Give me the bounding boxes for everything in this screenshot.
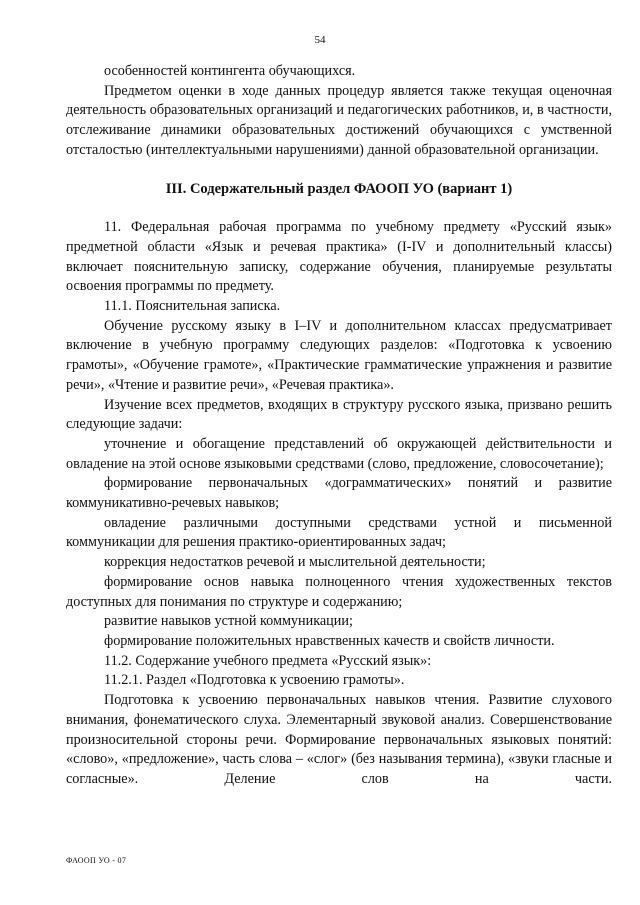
document-footer: ФАООП УО - 07 xyxy=(66,856,127,865)
subsection-title: 11.1. Пояснительная записка. xyxy=(104,298,281,315)
paragraph-program: 11. Федеральная рабочая программа по учебному предмету «Русский язык» предметной области «Язык и речевая практика» (I-IV и дополнительный классы) включает пояснительную записку, содержание обучения, планируемые результаты освоения программы по предмету. xyxy=(66,219,612,295)
list-item: уточнение и обогащение представлений об окружающей действительности и овладение на этой основе языковыми средствами (слово, предложение, словосочетание); xyxy=(66,435,612,472)
subsection-title: 11.2. Содержание учебного предмета «Русский язык»: xyxy=(104,652,432,669)
list-item: формирование первоначальных «дограмматических» понятий и развитие коммуникативно-речевых навыков; xyxy=(66,475,612,512)
subsection-title: 11.2.1. Раздел «Подготовка к усвоению грамоты». xyxy=(104,672,405,689)
list-item: развитие навыков устной коммуникации; xyxy=(104,613,353,630)
paragraph-tasks-intro: Изучение всех предметов, входящих в структуру русского языка, призвано решить следующие задачи: xyxy=(66,396,612,433)
section-heading: III. Содержательный раздел ФАООП УО (вариант 1) xyxy=(165,180,513,197)
list-item: овладение различными доступными средствами устной и письменной коммуникации для решения практико-ориентированных задач; xyxy=(66,514,612,551)
paragraph-teaching: Обучение русскому языку в I–IV и дополнительном классах предусматривает включение в учебную программу следующих разделов: «Подготовка к усвоению грамоты», «Обучение грамоте», «Практические грамматические упражнения и развитие речи», «Чтение и развитие речи», «Речевая практика». xyxy=(66,317,612,393)
page-number: 54 xyxy=(314,34,326,46)
list-item: формирование основ навыка полноценного чтения художественных текстов доступных для понимания по структуре и содержанию; xyxy=(66,573,612,610)
document-body xyxy=(66,62,612,790)
paragraph-assessment: Предметом оценки в ходе данных процедур является также текущая оценочная деятельность образовательных организаций и педагогических работников, и, в частности, отслеживание динамики образовательных достижений обучающихся с умственной отсталостью (интеллектуальными нарушениями) данной образовательной организации. xyxy=(66,82,612,158)
paragraph-continuation: особенностей контингента обучающихся. xyxy=(104,63,356,79)
paragraph-preparation: Подготовка к усвоению первоначальных навыков чтения. Развитие слухового внимания, фонематического слуха. Элементарный звуковой анализ. Совершенствование произносительной стороны речи. Формирование первоначальных языковых понятий: «слово», «предложение», часть слова – «слог» (без называния термина), «звуки гласные и согласные». Деление слов на части. xyxy=(66,692,612,787)
list-item: коррекция недостатков речевой и мыслительной деятельности; xyxy=(104,554,486,571)
list-item: формирование положительных нравственных качеств и свойств личности. xyxy=(104,632,555,649)
